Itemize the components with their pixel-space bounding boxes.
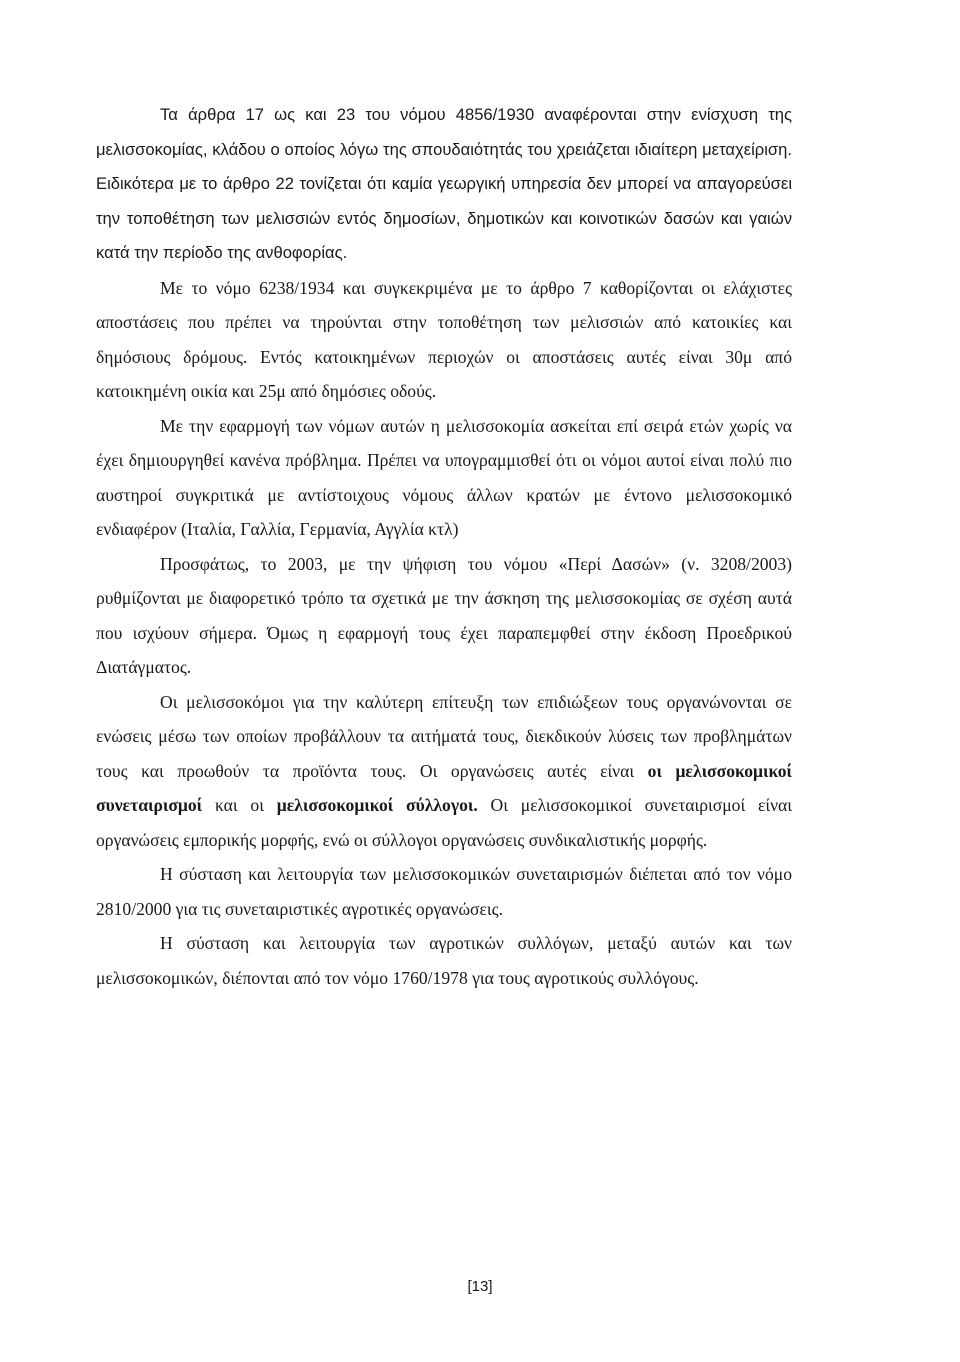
paragraph-text: Οι μελισσοκόμοι για την καλύτερη επίτευξη των επιδιώξεων τους οργανώνονται σε ενώσεις μέσω των οποίων προβάλλουν τα αιτήματά τους, διεκδικούν λύσεις των προβλημάτων τους και προωθούν τα προϊόντα τους. Οι οργανώσεις αυτές είναι bbox=[96, 691, 792, 781]
bold-term-associations: μελισσοκομικοί σύλλογοι. bbox=[276, 795, 478, 815]
page-number: [13] bbox=[467, 1278, 493, 1295]
paragraph-cooperatives-law-2000: Η σύσταση και λειτουργία των μελισσοκομικών συνεταιρισμών διέπεται από τον νόμο 2810/2000 για τις συνεταιριστικές αγροτικές οργανώσεις. bbox=[96, 864, 792, 919]
paragraph-text: Οι μελισσοκομικοί συνεταιρισμοί είναι οργανώσεις εμπορικής μορφής, ενώ οι σύλλογοι οργανώσεις συνδικαλιστικής μορφής. bbox=[96, 795, 793, 850]
bold-term-cooperatives: οι μελισσοκομικοί συνεταιρισμοί bbox=[96, 760, 792, 815]
document-body bbox=[96, 98, 792, 995]
paragraph-associations-law-1978: Η σύσταση και λειτουργία των αγροτικών συλλόγων, μεταξύ αυτών και των μελισσοκομικών, διέπονται από τον νόμο 1760/1978 για τους αγροτικούς συλλόγους. bbox=[96, 933, 792, 988]
paragraph-application-of-laws: Με την εφαρμογή των νόμων αυτών η μελισσοκομία ασκείται επί σειρά ετών χωρίς να έχει δημιουργηθεί κανένα πρόβλημα. Πρέπει να υπογραμμισθεί ότι οι νόμοι αυτοί είναι πολύ πιο αυστηροί συγκριτικά με αντίστοιχους νόμους άλλων κρατών με έντονο μελισσοκομικό ενδιαφέρον (Ιταλία, Γαλλία, Γερμανία, Αγγλία κτλ) bbox=[96, 415, 792, 539]
paragraph-beekeeper-organizations bbox=[96, 685, 792, 858]
paragraph-beekeeping-law-1930: Τα άρθρα 17 ως και 23 του νόμου 4856/1930 αναφέρονται στην ενίσχυση της μελισσοκομίας, κλάδου ο οποίος λόγω της σπουδαιότητάς του χρειάζεται ιδιαίτερη μεταχείριση. Ειδικότερα με το άρθρο 22 τονίζεται ότι καμία γεωργική υπηρεσία δεν μπορεί να απαγορεύσει την τοποθέτηση των μελισσιών εντός δημοσίων, δημοτικών και κοινοτικών δασών και γαιών κατά την περίοδο της ανθοφορίας. bbox=[96, 105, 792, 262]
paragraph-forest-law-2003: Προσφάτως, το 2003, με την ψήφιση του νόμου «Περί Δασών» (ν. 3208/2003) ρυθμίζονται με διαφορετικό τρόπο τα σχετικά με την άσκηση της μελισσοκομίας σε σχέση αυτά που ισχύουν σήμερα. Όμως η εφαρμογή τους έχει παραπεμφθεί στην έκδοση Προεδρικού Διατάγματος. bbox=[96, 553, 792, 677]
paragraph-distances-law-1934: Με το νόμο 6238/1934 και συγκεκριμένα με το άρθρο 7 καθορίζονται οι ελάχιστες αποστάσεις που πρέπει να τηρούνται στην τοποθέτηση των μελισσιών από κατοικίες και δημόσιους δρόμους. Εντός κατοικημένων περιοχών οι αποστάσεις αυτές είναι 30μ από κατοικημένη οικία και 25μ από δημόσιες οδούς. bbox=[96, 277, 792, 401]
paragraph-text: και οι bbox=[202, 795, 277, 815]
